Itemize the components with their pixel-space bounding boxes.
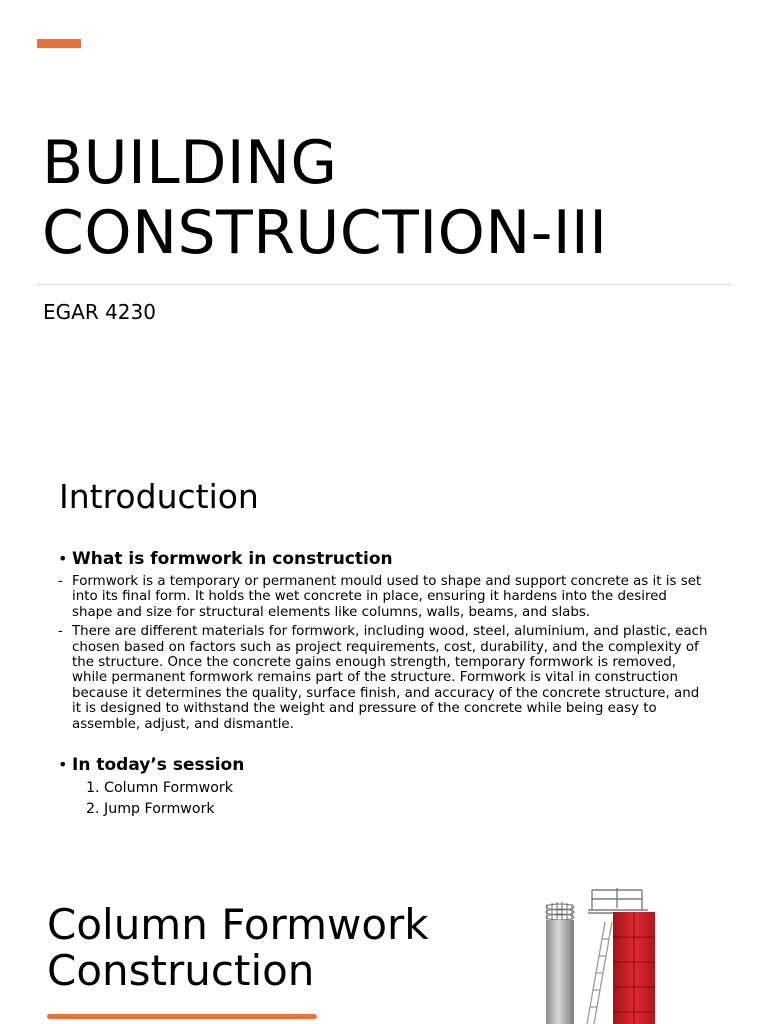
rebar-cage [546, 902, 574, 922]
list-item [58, 574, 710, 620]
column-formwork-heading [47, 902, 429, 994]
introduction-heading: Introduction [59, 477, 259, 516]
ladder [587, 922, 612, 1024]
bullet-dot: • [58, 549, 68, 568]
platform-railing [588, 888, 648, 913]
bullet-dot: • [58, 755, 68, 775]
bullet-label: What is formwork in construction [72, 549, 393, 569]
accent-bar [37, 39, 81, 48]
bullet-formwork [58, 548, 710, 570]
title-line-1: BUILDING [42, 128, 338, 198]
list-item-text: There are different materials for formwork, including wood, steel, aluminium, and plastic, each chosen based on factors such as project requirements, cost, durability, and the complexity of the structure. Once the concrete gains enough strength, temporary formwork is removed, while permanent formwork remains part of the structure. Formwork is vital in construction because it determines the quality, surface finish, and accuracy of the concrete structure, and it is designed to withstand the weight and pressure of the concrete while being easy to assemble, adjust, and dismantle. [72, 624, 708, 732]
heading-line-2: Construction [47, 946, 315, 995]
concrete-column [546, 920, 574, 1024]
list-item [58, 624, 710, 732]
dash-marker: - [58, 574, 63, 589]
title-slide [0, 0, 768, 440]
page-title [42, 128, 732, 268]
list-item: 1. Column Formwork [86, 780, 233, 797]
introduction-slide [0, 440, 768, 880]
heading-line-1: Column Formwork [47, 900, 429, 949]
title-line-2: CONSTRUCTION-III [42, 198, 608, 268]
list-item: 2. Jump Formwork [86, 800, 215, 817]
course-code: EGAR 4230 [43, 300, 156, 324]
bullet-session [58, 754, 710, 776]
session-list [58, 778, 710, 819]
introduction-body [58, 548, 710, 819]
column-formwork-illustration [530, 882, 690, 1024]
column-formwork-slide [0, 880, 768, 1024]
bullet-label: In today’s session [72, 755, 245, 776]
list-item-text: Formwork is a temporary or permanent mould used to shape and support concrete as it is set into its final form. It holds the wet concrete in place, ensuring it hardens into the desired shape and size for structural elements like columns, walls, beams, and slabs. [72, 574, 702, 620]
heading-underline [47, 1014, 317, 1019]
dash-marker: - [58, 624, 63, 640]
title-divider [36, 284, 732, 285]
